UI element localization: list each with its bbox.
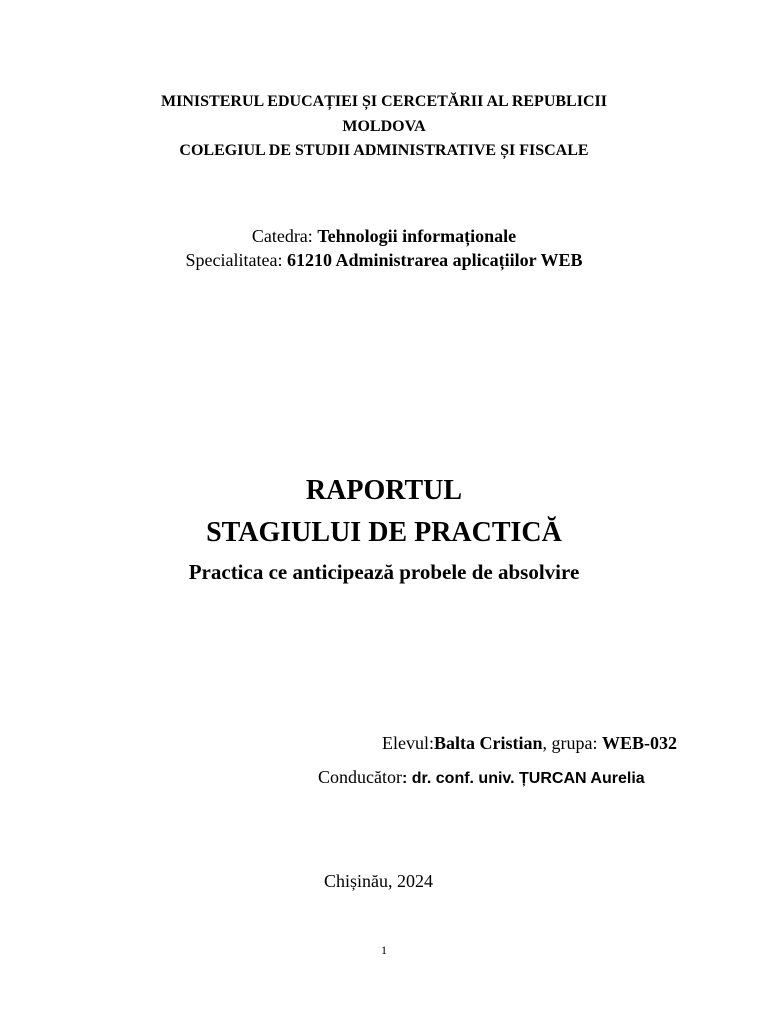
report-title-line-2: STAGIULUI DE PRACTICĂ — [206, 517, 562, 548]
city-year: Chișinău, 2024 — [324, 871, 434, 891]
specialitatea-label: Specialitatea: — [185, 250, 287, 270]
student-name: Balta Cristian — [433, 733, 543, 753]
page-number: 1 — [381, 943, 387, 957]
ministry-line-1: MINISTERUL EDUCAȚIEI ȘI CERCETĂRII AL REPUBLICII — [161, 93, 607, 110]
specialitatea-value: 61210 Administrarea aplicațiilor WEB — [286, 250, 583, 270]
ministry-line-2: MOLDOVA — [342, 118, 426, 135]
supervisor-line — [318, 767, 645, 788]
supervisor-value: : dr. conf. univ. ȚURCAN Aurelia — [401, 770, 645, 787]
group-value: WEB-032 — [601, 733, 677, 753]
group-label: , grupa: — [542, 733, 602, 753]
catedra-line — [0, 226, 768, 247]
supervisor-label: Conducător — [318, 767, 402, 787]
report-title-line-1: RAPORTUL — [305, 475, 463, 506]
student-label: Elevul: — [381, 733, 434, 753]
student-line — [382, 733, 677, 754]
catedra-value: Tehnologii informaționale — [317, 226, 517, 246]
report-subtitle: Practica ce anticipează probele de absolvire — [188, 560, 580, 584]
specialitatea-line — [0, 250, 768, 271]
college-name: COLEGIUL DE STUDII ADMINISTRATIVE ȘI FISCALE — [179, 142, 589, 159]
catedra-label: Catedra: — [251, 226, 318, 246]
